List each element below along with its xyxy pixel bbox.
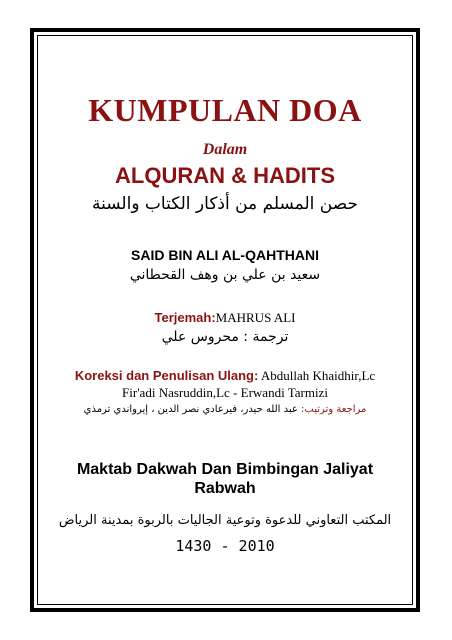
book-subtitle: ALQURAN & HADITS <box>115 163 335 188</box>
translator-line <box>37 310 413 326</box>
cover-content <box>37 35 413 605</box>
correction-names-2: Fir'adi Nasruddin,Lc - Erwandi Tarmizi <box>122 385 328 400</box>
publisher-name <box>47 460 403 498</box>
publication-year: 1430 - 2010 <box>175 537 275 555</box>
arabic-title: حصن المسلم من أذكار الكتاب والسنة <box>92 194 358 214</box>
title-connector: Dalam <box>202 141 248 158</box>
correction-label: Koreksi dan Penulisan Ulang: <box>74 368 259 383</box>
correction-arabic-names: عبد الله حيدر، فيرعادي نصر الدين ، إيرواندي ترمذي <box>83 404 298 415</box>
book-title: KUMPULAN DOA <box>88 92 362 128</box>
translator-arabic: ترجمة : محروس علي <box>161 329 289 345</box>
author-name: SAID BIN ALI AL-QAHTHANI <box>131 247 319 263</box>
publisher-arabic: المكتب التعاوني للدعوة وتوعية الجاليات بالربوة بمدينة الرياض <box>58 513 392 528</box>
translator-label: Terjemah: <box>154 310 216 325</box>
translator-name: MAHRUS ALI <box>215 310 296 325</box>
correction-arabic-label: مراجعة وترتيب: <box>301 404 367 415</box>
correction-block <box>37 367 413 401</box>
correction-names-1: Abdullah Khaidhir,Lc <box>260 368 376 383</box>
publisher-line-1: Maktab Dakwah Dan Bimbingan Jaliyat <box>76 461 374 478</box>
correction-arabic <box>37 404 413 415</box>
publisher-line-2: Rabwah <box>194 480 256 497</box>
author-name-arabic: سعيد بن علي بن وهف القحطاني <box>129 267 321 283</box>
